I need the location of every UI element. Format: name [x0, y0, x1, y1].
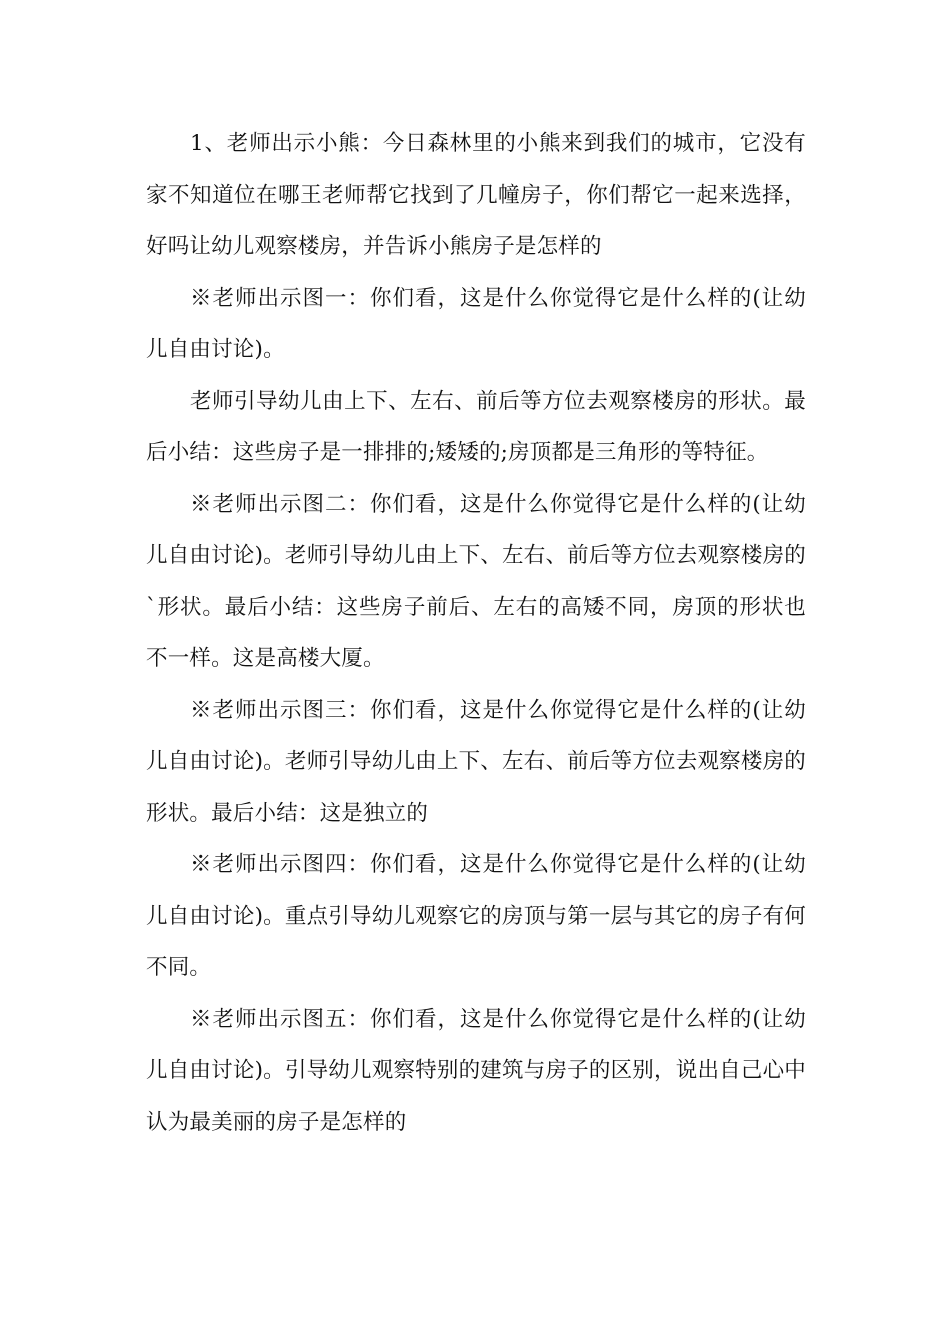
paragraph-picture-two: ※老师出示图二：你们看，这是什么你觉得它是什么样的(让幼儿自由讨论)。老师引导幼儿由上下、左右、前后等方位去观察楼房的`形状。最后小结：这些房子前后、左右的高矮不同，房顶的形状也不一样。这是高楼大厦。 — [146, 491, 806, 671]
paragraph-picture-one: ※老师出示图一：你们看，这是什么你觉得它是什么样的(让幼儿自由讨论)。 — [146, 285, 806, 362]
document-body — [146, 118, 806, 1148]
paragraph-picture-four: ※老师出示图四：你们看，这是什么你觉得它是什么样的(让幼儿自由讨论)。重点引导幼儿观察它的房顶与第一层与其它的房子有何不同。 — [146, 852, 806, 980]
paragraph-guidance-summary: 老师引导幼儿由上下、左右、前后等方位去观察楼房的形状。最后小结：这些房子是一排排的;矮矮的;房顶都是三角形的等特征。 — [146, 388, 806, 465]
paragraph-intro: 1、老师出示小熊：今日森林里的小熊来到我们的城市，它没有家不知道位在哪王老师帮它找到了几幢房子，你们帮它一起来选择，好吗让幼儿观察楼房，并告诉小熊房子是怎样的 — [146, 131, 806, 259]
paragraph-picture-three: ※老师出示图三：你们看，这是什么你觉得它是什么样的(让幼儿自由讨论)。老师引导幼儿由上下、左右、前后等方位去观察楼房的形状。最后小结：这是独立的 — [146, 697, 806, 826]
paragraph-picture-five: ※老师出示图五：你们看，这是什么你觉得它是什么样的(让幼儿自由讨论)。引导幼儿观察特别的建筑与房子的区别，说出自己心中认为最美丽的房子是怎样的 — [146, 1006, 806, 1135]
